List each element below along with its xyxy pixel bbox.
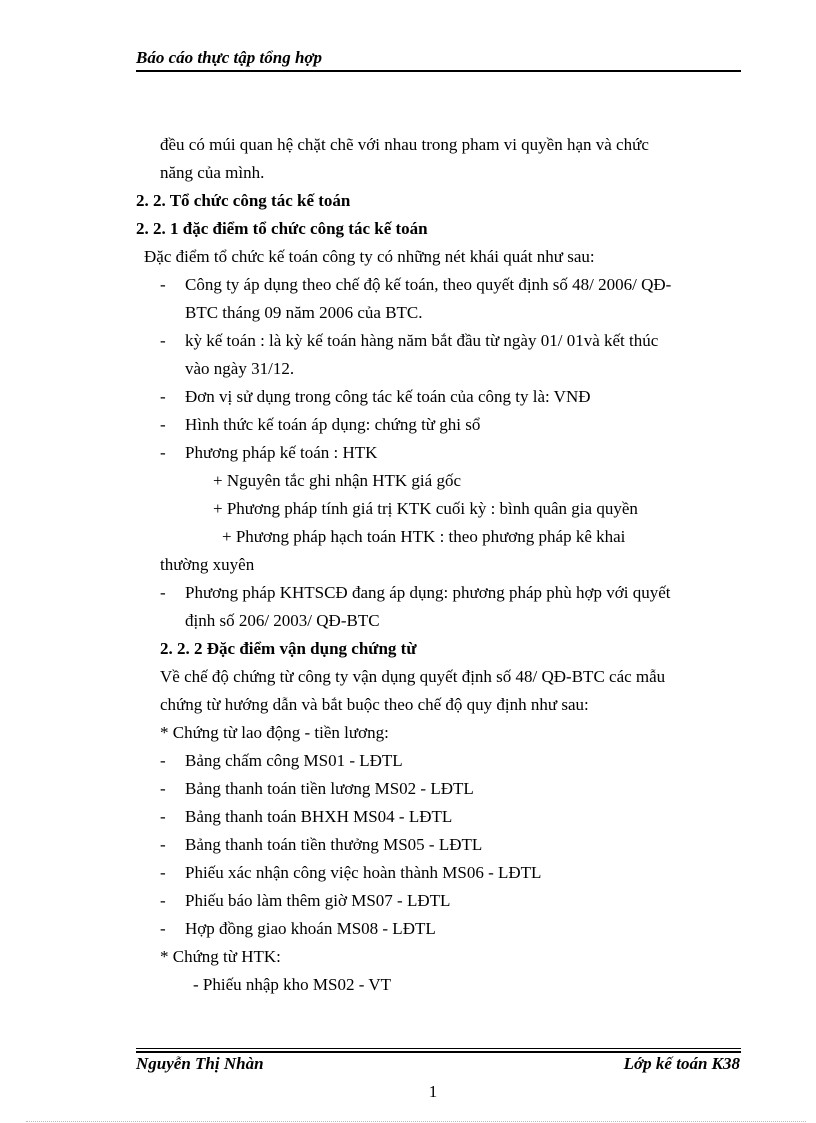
bullet-dash: - bbox=[160, 751, 166, 770]
list-item-continuation: vào ngày 31/12. bbox=[185, 359, 295, 378]
page-edge-divider bbox=[26, 1121, 806, 1122]
list-item: kỳ kế toán : là kỳ kế toán hàng năm bắt đầu từ ngày 01/ 01và kết thúc bbox=[185, 331, 659, 350]
sub-list-item: + Nguyên tắc ghi nhận HTK giá gốc bbox=[213, 471, 461, 490]
list-item-continuation: định số 206/ 2003/ QĐ-BTC bbox=[185, 611, 380, 630]
sub-list-item: + Phương pháp hạch toán HTK : theo phương pháp kê khai bbox=[222, 527, 626, 546]
page-number: 1 bbox=[428, 1082, 438, 1101]
bullet-dash: - bbox=[160, 275, 166, 294]
list-item: Phương pháp KHTSCĐ đang áp dụng: phương pháp phù hợp với quyết bbox=[185, 583, 671, 602]
category-label: * Chứng từ lao động - tiền lương: bbox=[160, 723, 389, 742]
bullet-dash: - bbox=[160, 779, 166, 798]
bullet-dash: - bbox=[160, 919, 166, 938]
subsection-heading: 2. 2. 1 đặc điểm tổ chức công tác kế toán bbox=[136, 219, 428, 238]
list-item: Công ty áp dụng theo chế độ kế toán, theo quyết định số 48/ 2006/ QĐ- bbox=[185, 275, 672, 294]
bullet-dash: - bbox=[160, 863, 166, 882]
bullet-dash: - bbox=[160, 387, 166, 406]
list-item: Phiếu báo làm thêm giờ MS07 - LĐTL bbox=[185, 891, 451, 910]
list-item: Phiếu xác nhận công việc hoàn thành MS06 - LĐTL bbox=[185, 863, 542, 882]
list-item: Đơn vị sử dụng trong công tác kế toán của công ty là: VNĐ bbox=[185, 387, 591, 406]
list-item-continuation: BTC tháng 09 năm 2006 của BTC. bbox=[185, 303, 423, 322]
header-rule bbox=[136, 70, 741, 72]
footer-rule-thick bbox=[136, 1051, 741, 1053]
bullet-dash: - bbox=[160, 583, 166, 602]
list-item: Bảng thanh toán tiền lương MS02 - LĐTL bbox=[185, 779, 474, 798]
body-line: năng của mình. bbox=[160, 163, 265, 182]
bullet-dash: - bbox=[160, 807, 166, 826]
category-label: * Chứng từ HTK: bbox=[160, 947, 281, 966]
list-item: Bảng chấm công MS01 - LĐTL bbox=[185, 751, 403, 770]
body-line: chứng từ hướng dẫn và bắt buộc theo chế độ quy định như sau: bbox=[160, 695, 589, 714]
footer-author: Nguyễn Thị Nhàn bbox=[136, 1054, 264, 1073]
subsection-heading: 2. 2. 2 Đặc điểm vận dụng chứng từ bbox=[160, 639, 417, 658]
bullet-dash: - bbox=[160, 891, 166, 910]
body-line: đều có múi quan hệ chặt chẽ với nhau trong pham vi quyền hạn và chức bbox=[160, 135, 649, 154]
list-item: Phương pháp kế toán : HTK bbox=[185, 443, 378, 462]
list-item: Hình thức kế toán áp dụng: chứng từ ghi sổ bbox=[185, 415, 481, 434]
footer-rule bbox=[136, 1048, 741, 1049]
footer-class: Lớp kế toán K38 bbox=[623, 1054, 740, 1073]
list-item: Bảng thanh toán tiền thưởng MS05 - LĐTL bbox=[185, 835, 483, 854]
section-heading: 2. 2. Tổ chức công tác kế toán bbox=[136, 191, 351, 210]
list-item: Hợp đồng giao khoán MS08 - LĐTL bbox=[185, 919, 436, 938]
list-item: - Phiếu nhập kho MS02 - VT bbox=[193, 975, 392, 994]
sub-list-continuation: thường xuyên bbox=[160, 555, 255, 574]
body-line: Về chế độ chứng từ công ty vận dụng quyết định số 48/ QĐ-BTC các mẫu bbox=[160, 667, 666, 686]
body-line: Đặc điểm tổ chức kế toán công ty có những nét khái quát như sau: bbox=[144, 247, 595, 266]
list-item: Bảng thanh toán BHXH MS04 - LĐTL bbox=[185, 807, 453, 826]
bullet-dash: - bbox=[160, 443, 166, 462]
header-title: Báo cáo thực tập tổng hợp bbox=[136, 48, 323, 67]
bullet-dash: - bbox=[160, 331, 166, 350]
bullet-dash: - bbox=[160, 415, 166, 434]
sub-list-item: + Phương pháp tính giá trị KTK cuối kỳ : bình quân gia quyền bbox=[213, 499, 638, 518]
bullet-dash: - bbox=[160, 835, 166, 854]
